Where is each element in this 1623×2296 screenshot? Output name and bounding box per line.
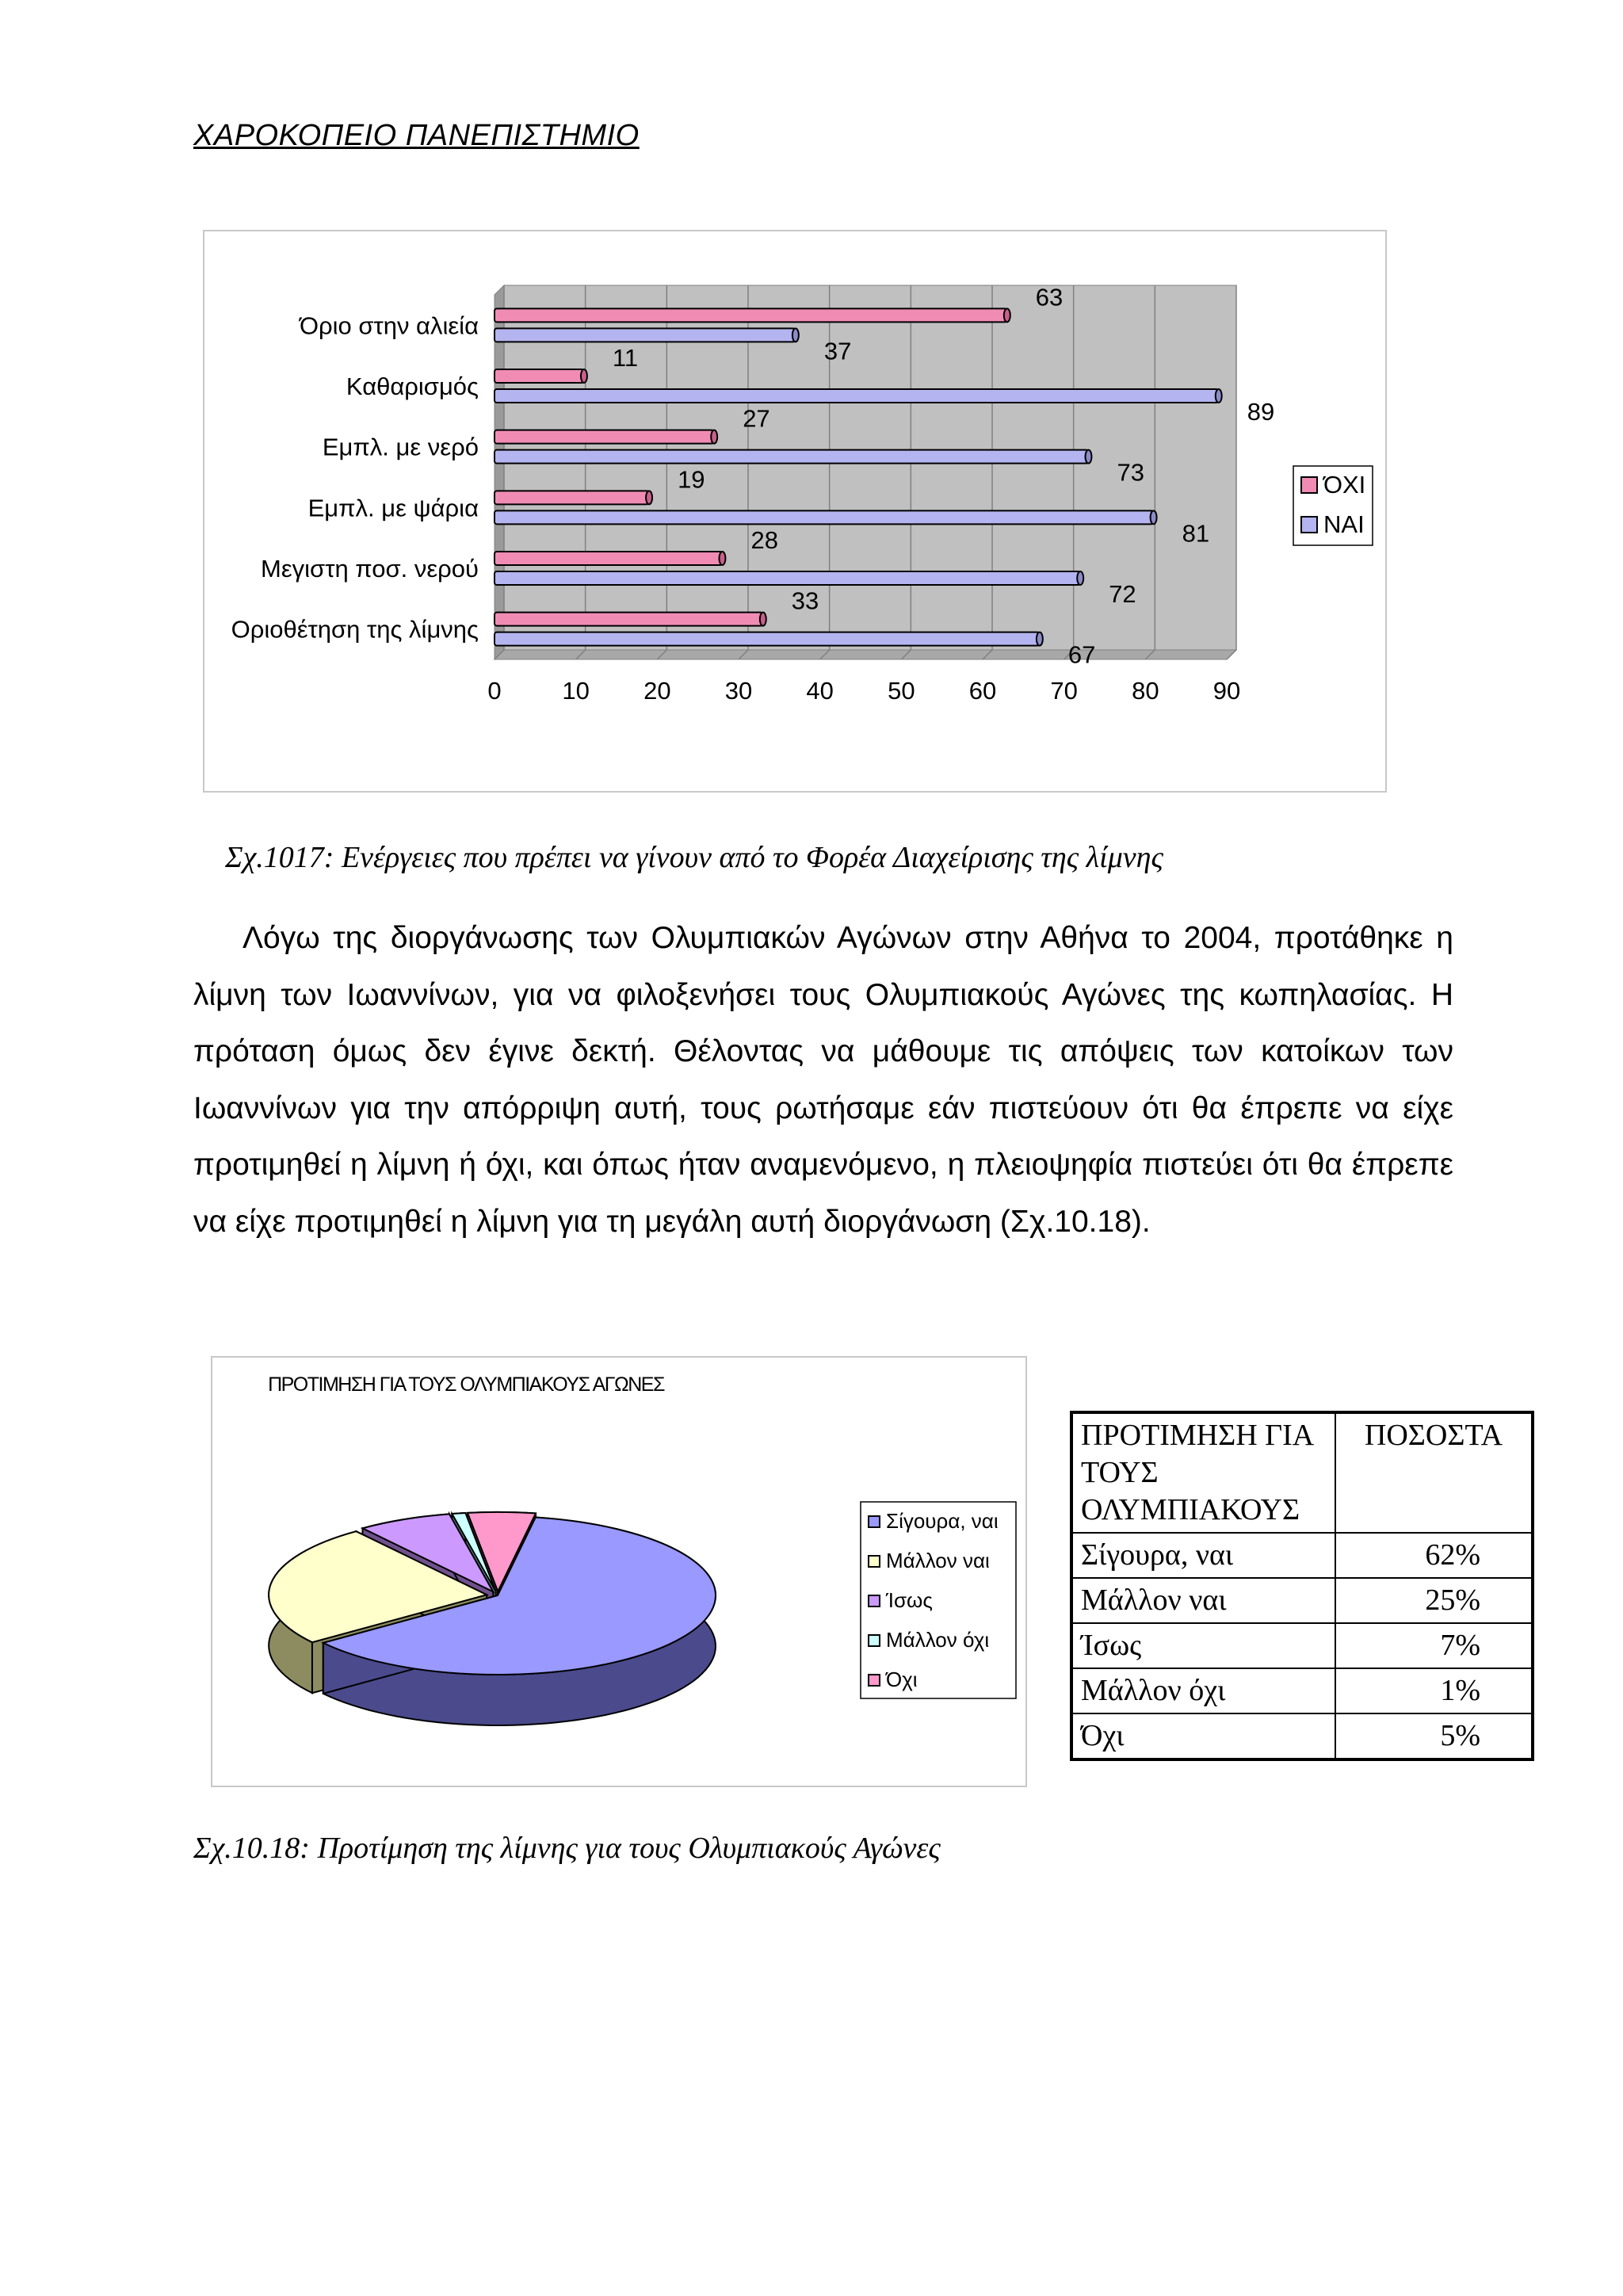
bar-body — [495, 308, 1007, 322]
bar-body — [495, 491, 649, 504]
pie-chart-frame — [211, 1356, 1027, 1787]
bar-body — [495, 328, 796, 342]
legend-label: Όχι — [886, 1668, 918, 1691]
data-label: 81 — [1182, 519, 1210, 548]
paragraph-text: Λόγω της διοργάνωσης των Ολυμπιακών Αγώνων στην Αθήνα το 2004, προτάθηκε η λίμνη των Ιωαννίνων, για να φιλοξενήσει τους Ολυμπιακούς Αγώνες της κωπηλασίας. Η πρόταση όμως δεν έγινε δεκτή. Θέλοντας να μάθουμε τις απόψεις των κατοίκων των Ιωαννίνων για την απόρριψη αυτή, τους ρωτήσαμε εάν πιστεύουν ότι θα έπρεπε να είχε προτιμηθεί η λίμνη ή όχι, και όπως ήταν αναμενόμενο, η πλειοψηφία πιστεύει ότι θα έπρεπε να είχε προτιμηθεί η λίμνη για τη μεγάλη αυτή διοργάνωση (Σχ.10.18). — [193, 921, 1453, 1239]
bar-end-cap — [646, 491, 652, 504]
preference-table — [1070, 1411, 1534, 1761]
x-tick-label: 60 — [968, 677, 997, 705]
table-cell-value: 62% — [1335, 1533, 1532, 1578]
data-label: 72 — [1109, 580, 1136, 608]
table-cell-label: Όχι — [1072, 1713, 1335, 1759]
legend-swatch — [869, 1675, 880, 1686]
category-label: Όριο στην αλιεία — [299, 311, 479, 340]
table-row — [1072, 1623, 1532, 1668]
x-tick-label: 10 — [562, 677, 590, 705]
table-cell-value: 7% — [1335, 1623, 1532, 1668]
bar — [495, 328, 799, 342]
bar-chart — [204, 231, 1385, 791]
figure-caption-1018: Σχ.10.18: Προτίμηση της λίμνης για τους Ολυμπιακούς Αγώνες — [193, 1832, 941, 1865]
data-label: 73 — [1117, 458, 1144, 487]
bar-body — [495, 369, 584, 383]
x-tick-label: 40 — [806, 677, 834, 705]
bar — [495, 552, 725, 565]
bar-end-cap — [1037, 632, 1043, 646]
category-label: Εμπλ. με νερό — [322, 433, 479, 461]
data-label: 27 — [743, 404, 770, 433]
data-label: 89 — [1247, 398, 1275, 426]
bar-end-cap — [1085, 450, 1091, 464]
table-header-percent: ΠΟΣΟΣΤΑ — [1335, 1413, 1532, 1533]
bar-end-cap — [792, 328, 799, 342]
bar — [495, 510, 1157, 524]
data-label: 19 — [678, 465, 705, 494]
bar — [495, 308, 1010, 322]
data-label: 63 — [1035, 283, 1064, 311]
table-cell-value: 1% — [1335, 1668, 1532, 1713]
bar — [495, 491, 652, 504]
bar-end-cap — [719, 552, 725, 565]
legend-swatch — [869, 1595, 880, 1606]
legend-label: Μάλλον ναι — [886, 1549, 990, 1572]
bar-body — [495, 571, 1080, 585]
pie-title: ΠΡΟΤΙΜΗΣΗ ΓΙΑ ΤΟΥΣ ΟΛΥΜΠΙΑΚΟΥΣ ΑΓΩΝΕΣ — [268, 1373, 664, 1396]
bar-body — [495, 430, 714, 444]
bar-end-cap — [711, 430, 717, 444]
legend-swatch — [869, 1516, 880, 1527]
table-cell-label: Μάλλον ναι — [1072, 1578, 1335, 1623]
bar — [495, 450, 1091, 464]
bar — [495, 430, 717, 444]
bar-body — [495, 552, 722, 565]
bar — [495, 571, 1083, 585]
bar — [495, 389, 1222, 403]
legend — [1293, 466, 1373, 545]
legend-swatch — [1301, 477, 1317, 493]
data-label: 28 — [750, 526, 778, 554]
table-cell-label: Σίγουρα, ναι — [1072, 1533, 1335, 1578]
bar — [495, 613, 766, 626]
page-header: ΧΑΡΟΚΟΠΕΙΟ ΠΑΝΕΠΙΣΤΗΜΙΟ — [193, 119, 640, 152]
bar — [495, 632, 1043, 646]
table-row — [1072, 1713, 1532, 1759]
x-tick-label: 80 — [1132, 677, 1159, 705]
bar-body — [495, 510, 1154, 524]
bar-chart-frame — [203, 230, 1387, 793]
x-tick-label: 30 — [724, 677, 753, 705]
x-tick-label: 20 — [643, 677, 671, 705]
legend-label: Σίγουρα, ναι — [886, 1509, 999, 1533]
table-cell-label: Μάλλον όχι — [1072, 1668, 1335, 1713]
legend-label: Ίσως — [886, 1588, 933, 1612]
category-label: Εμπλ. με ψάρια — [307, 494, 479, 522]
bar — [495, 369, 587, 383]
bar-end-cap — [1077, 571, 1083, 585]
bar-body — [495, 389, 1219, 403]
legend — [861, 1502, 1016, 1698]
bar-end-cap — [760, 613, 766, 626]
x-tick-label: 0 — [487, 677, 502, 705]
table-cell-value: 5% — [1335, 1713, 1532, 1759]
category-label: Μεγιστη ποσ. νερού — [261, 555, 479, 583]
bar-body — [495, 450, 1088, 464]
bar-body — [495, 613, 763, 626]
legend-label: ΌΧΙ — [1323, 471, 1366, 499]
table-header-row — [1072, 1413, 1532, 1533]
category-label: Οριοθέτηση της λίμνης — [231, 615, 479, 644]
legend-swatch — [869, 1556, 880, 1567]
pie-chart — [212, 1358, 1025, 1786]
bar-end-cap — [1216, 389, 1222, 403]
table-row — [1072, 1533, 1532, 1578]
bar-end-cap — [1151, 510, 1157, 524]
bar-end-cap — [1004, 308, 1010, 322]
category-label: Καθαρισμός — [346, 372, 479, 400]
x-tick-label: 90 — [1212, 677, 1241, 705]
x-tick-label: 50 — [888, 677, 915, 705]
figure-caption-1017: Σχ.1017: Ενέργειες που πρέπει να γίνουν από το Φορέα Διαχείρισης της λίμνης — [225, 841, 1163, 874]
table-cell-label: Ίσως — [1072, 1623, 1335, 1668]
table-row — [1072, 1578, 1532, 1623]
bar-body — [495, 632, 1040, 646]
bar-end-cap — [581, 369, 587, 383]
legend-swatch — [1301, 517, 1317, 533]
data-label: 33 — [791, 586, 819, 615]
table-row — [1072, 1668, 1532, 1713]
table-cell-value: 25% — [1335, 1578, 1532, 1623]
legend-label: ΝΑΙ — [1323, 510, 1365, 538]
body-paragraph — [193, 910, 1453, 1250]
x-tick-label: 70 — [1050, 677, 1078, 705]
plot-floor — [495, 650, 1236, 659]
data-label: 67 — [1067, 640, 1096, 669]
data-label: 11 — [612, 344, 639, 372]
legend-label: Μάλλον όχι — [886, 1628, 990, 1652]
data-label: 37 — [823, 337, 852, 365]
table-header-preference: ΠΡΟΤΙΜΗΣΗ ΓΙΑ ΤΟΥΣ ΟΛΥΜΠΙΑΚΟΥΣ — [1072, 1413, 1335, 1533]
legend-swatch — [869, 1635, 880, 1646]
